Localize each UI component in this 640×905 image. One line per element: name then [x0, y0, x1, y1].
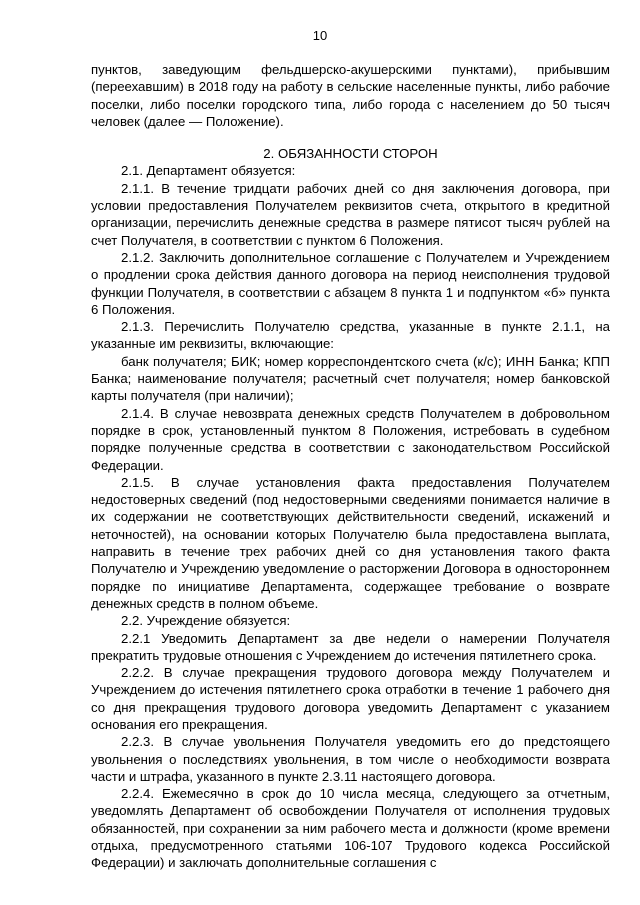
clause-2-2: 2.2. Учреждение обязуется: [121, 613, 291, 629]
clause-2-1-4: 2.1.4. В случае невозврата денежных средств Получателем в добровольном порядке в срок, установленный пунктом 8 Положения, истребовать в судебном порядке полученные средства в соответствии с законодательством Российской Федерации. [91, 405, 610, 473]
clause-2-1-3: 2.1.3. Перечислить Получателю средства, указанные в пункте 2.1.1, на указанные им реквизиты, включающие: [91, 319, 610, 352]
clause-2-1-1: 2.1.1. В течение тридцати рабочих дней со дня заключения договора, при условии предоставления Получателем реквизитов счета, открытого в кредитной организации, перечислить денежные средства в размере пятисот тысяч рублей на счет Получателя, в соответствии с пунктом 6 Положения. [91, 180, 610, 248]
clause-2-1-5: 2.1.5. В случае установления факта предоставления Получателем недостоверных сведений (под недостоверными сведениями понимается наличие в их содержании не соответствующих действительности сведений, искажений и неточностей), на основании которых Получателю была предоставлена выплата, направить в течение трех рабочих дней со дня установления такого факта Получателю и Учреждению уведомление о расторжении Договора в одностороннем порядке по инициативе Департамента, содержащее требование о возврате денежных средств в полном объеме. [91, 474, 610, 611]
page-number: 10 [312, 28, 328, 43]
clause-2-2-2: 2.2.2. В случае прекращения трудового договора между Получателем и Учреждением до истечения пятилетнего срока отработки в течение 1 рабочего дня со дня прекращения трудового договора уведомить Департамент с указанием основания его прекращения. [91, 665, 610, 732]
clause-2-1-3-details: банк получателя; БИК; номер корреспондентского счета (к/с); ИНН Банка; КПП Банка; наименование получателя; расчетный счет получателя; номер банковской карты получателя (при наличии); [91, 353, 610, 404]
clause-2-1-2: 2.1.2. Заключить дополнительное соглашение с Получателем и Учреждением о продлении срока действия данного договора на период неисполнения трудовой функции Получателя, в соответствии с абзацем 8 пункта 1 и подпунктом «б» пункта 6 Положения. [91, 249, 610, 317]
clause-2-2-3: 2.2.3. В случае увольнения Получателя уведомить его до предстоящего увольнения о последствиях увольнения, в том числе о необходимости возврата части и штрафа, указанного в пункте 2.3.11 настоящего договора. [91, 734, 610, 784]
document-body [91, 61, 610, 872]
clause-2-1: 2.1. Департамент обязуется: [121, 163, 296, 179]
clause-2-2-1: 2.2.1 Уведомить Департамент за две недели о намерении Получателя прекратить трудовые отношения с Учреждением до истечения пятилетнего срока. [91, 630, 610, 663]
clause-2-2-4: 2.2.4. Ежемесячно в срок до 10 числа месяца, следующего за отчетным, уведомлять Департамент об освобождении Получателя от исполнения трудовых обязанностей, при сохранении за ним рабочего места и должности (кроме времени отдыха, предусмотренного статьями 106-107 Трудового кодекса Российской Федерации) и заключать дополнительные соглашения с [91, 786, 610, 871]
section-heading: 2. ОБЯЗАННОСТИ СТОРОН [263, 146, 438, 162]
intro-paragraph: пунктов, заведующим фельдшерско-акушерскими пунктами), прибывшим (переехавшим) в 2018 году на работу в сельские населенные пункты, либо рабочие поселки, либо поселки городского типа, либо города с населением до 50 тысяч человек (далее — Положение). [91, 62, 610, 129]
